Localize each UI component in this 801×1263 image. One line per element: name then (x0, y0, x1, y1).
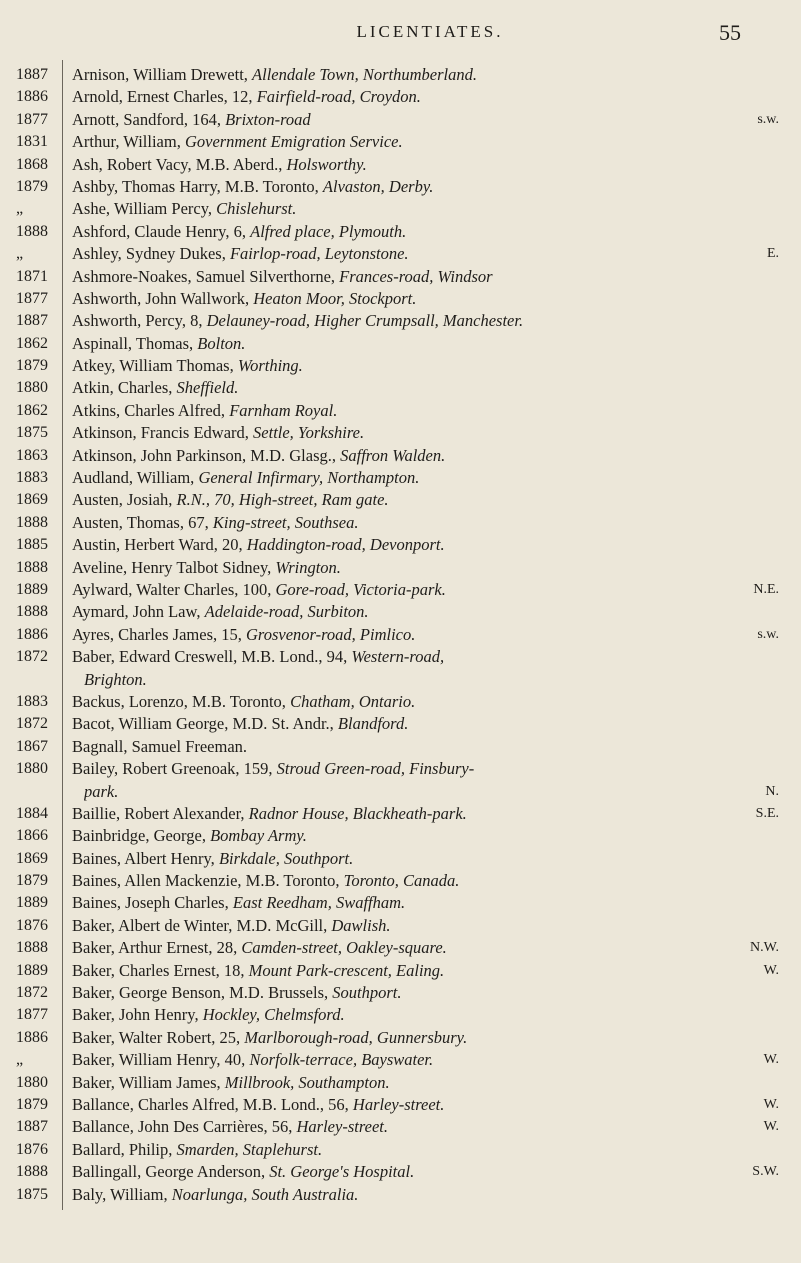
entry-text (72, 1161, 787, 1183)
entry-name: Ayres, Charles James, 15, (72, 624, 246, 644)
entry-year: 1879 (16, 1095, 48, 1113)
entry-name: Arnison, William Drewett, (72, 65, 253, 84)
entry-year: 1880 (16, 760, 48, 778)
entry-year: 1888 (16, 558, 48, 576)
entry-year: 1885 (16, 536, 48, 554)
entry-year: 1866 (16, 827, 48, 845)
entry-place: St. George's Hospital. (269, 1162, 415, 1182)
entry-text (72, 377, 787, 399)
list-item (0, 377, 801, 399)
list-item (0, 1161, 801, 1183)
entry-place: Heaton Moor, Stockport. (253, 288, 417, 308)
entry-place: Radnor House, Blackheath-park. (248, 803, 467, 823)
entry-name: Baker, George Benson, M.D. Brussels, (72, 983, 333, 1003)
entry-district: E. (766, 246, 779, 262)
list-item (0, 512, 801, 534)
entry-text (72, 198, 787, 220)
entry-text (72, 915, 787, 937)
entry-place: Gore-road, Victoria-park. (275, 579, 446, 599)
entry-text (72, 243, 787, 265)
entry-year: 1880 (16, 1073, 48, 1091)
list-item (0, 221, 801, 243)
entry-text (72, 333, 787, 355)
entry-place: Adelaide-road, Surbiton. (204, 602, 369, 622)
entry-place: Southport. (332, 983, 402, 1003)
list-item (0, 1049, 801, 1071)
entry-text (72, 870, 787, 892)
entry-name: Ashby, Thomas Harry, M.B. Toronto, (72, 176, 323, 196)
entry-name: Baines, Joseph Charles, (72, 893, 233, 913)
entry-year: 1872 (16, 715, 48, 733)
list-item (0, 467, 801, 489)
entry-name: Ballingall, George Anderson, (72, 1162, 270, 1182)
entry-name: Baker, Albert de Winter, M.D. McGill, (72, 915, 332, 935)
entry-name: Arnott, Sandford, 164, (72, 109, 226, 129)
entry-district: W. (763, 1052, 779, 1068)
entry-text (72, 154, 787, 176)
entry-name: Baber, Edward Creswell, M.B. Lond., 94, (72, 647, 352, 667)
list-item (0, 534, 801, 556)
entry-text (72, 825, 787, 847)
entry-place: Farnham Royal. (229, 400, 338, 420)
entry-name: Ashworth, John Wallwork, (72, 288, 254, 308)
entry-year: 1888 (16, 603, 48, 621)
entry-year: 1831 (16, 133, 48, 151)
entry-place: Norfolk-terrace, Bayswater. (249, 1050, 434, 1070)
entry-text (72, 937, 787, 959)
entry-name: Austen, Thomas, 67, (72, 512, 213, 532)
entry-year: 1877 (16, 1006, 48, 1024)
entry-name: Ashworth, Percy, 8, (72, 311, 207, 331)
entry-place: Frances-road, Windsor (339, 266, 493, 286)
entry-text (72, 982, 787, 1004)
list-item (0, 982, 801, 1004)
entry-place: Alfred place, Plymouth. (250, 221, 407, 241)
list-item (0, 960, 801, 982)
entry-name: Ashley, Sydney Dukes, (72, 244, 230, 264)
entry-name: Ashe, William Percy, (72, 199, 217, 219)
entry-place: General Infirmary, Northampton. (198, 468, 420, 488)
list-item (0, 288, 801, 310)
entry-place: Marlborough-road, Gunnersbury. (244, 1027, 468, 1047)
list-item (0, 1184, 801, 1206)
entry-place: Stroud Green-road, Finsbury- (276, 759, 475, 779)
entry-text (72, 624, 787, 646)
list-item (0, 1094, 801, 1116)
entry-text (84, 781, 787, 803)
entry-place: Government Emigration Service. (184, 132, 403, 152)
entry-year: 1887 (16, 66, 48, 83)
entry-text (72, 1116, 787, 1138)
entry-name: Aylward, Walter Charles, 100, (72, 579, 276, 599)
entry-year: 1862 (16, 334, 48, 352)
entry-text (72, 109, 787, 131)
list-item (0, 154, 801, 176)
entry-name: Atkinson, Francis Edward, (72, 423, 254, 443)
entry-year: 1886 (16, 88, 48, 106)
list-item (0, 176, 801, 198)
entry-district: N. (765, 783, 779, 799)
entry-text (72, 557, 787, 579)
entry-name: Baines, Albert Henry, (72, 848, 219, 868)
entry-name: Baker, John Henry, (72, 1005, 203, 1025)
list-item (0, 266, 801, 288)
list-item (0, 691, 801, 713)
entry-text (72, 422, 787, 444)
entry-place: Blandford. (337, 714, 409, 734)
entry-year: 1875 (16, 424, 48, 442)
list-item (0, 64, 801, 86)
entry-place: Hockley, Chelmsford. (202, 1005, 345, 1025)
entry-place: Settle, Yorkshire. (253, 423, 365, 443)
entry-text (72, 467, 787, 489)
list-item (0, 758, 801, 780)
entry-district: W. (763, 1119, 779, 1135)
entry-name: Backus, Lorenzo, M.B. Toronto, (72, 691, 291, 711)
list-item (0, 624, 801, 646)
entry-text (72, 1072, 787, 1094)
entry-text (72, 579, 787, 601)
entry-name: Baker, Arthur Ernest, 28, (72, 938, 242, 958)
entry-text (72, 131, 787, 153)
list-item (0, 848, 801, 870)
entry-name: Ashford, Claude Henry, 6, (72, 221, 251, 241)
entry-name: Ashmore-Noakes, Samuel Silverthorne, (72, 266, 340, 286)
entry-year: 1889 (16, 580, 48, 598)
list-item (0, 646, 801, 668)
list-item (0, 243, 801, 265)
list-item (0, 310, 801, 332)
running-title: LICENTIATES. (356, 22, 504, 41)
entry-text (72, 758, 787, 780)
list-item (0, 109, 801, 131)
entry-text (72, 489, 787, 511)
entry-text (72, 64, 787, 86)
list-item (0, 892, 801, 914)
entry-year: 1879 (16, 177, 48, 195)
entry-district: S.E. (755, 805, 779, 821)
entry-name: Atkey, William Thomas, (72, 356, 238, 376)
list-item (0, 489, 801, 511)
entry-place: Birkdale, Southport. (218, 848, 354, 868)
list-item (0, 1072, 801, 1094)
entry-name: Arnold, Ernest Charles, 12, (72, 87, 257, 107)
entry-place: Smarden, Staplehurst. (176, 1139, 323, 1159)
entry-text (72, 445, 787, 467)
entry-name: Atkin, Charles, (72, 378, 177, 398)
entry-year: „ (16, 245, 24, 263)
list-item (0, 669, 801, 691)
list-item (0, 1116, 801, 1138)
entry-text (72, 646, 787, 668)
entry-year: „ (16, 200, 24, 218)
entry-name: Audland, William, (72, 468, 199, 488)
entry-year: 1875 (16, 1185, 48, 1203)
entry-place: park. (84, 781, 119, 801)
list-item (0, 937, 801, 959)
entry-name: Bailey, Robert Greenoak, 159, (72, 759, 277, 779)
entry-year: 1879 (16, 357, 48, 375)
entry-year: 1877 (16, 289, 48, 307)
entry-place: Allendale Town, Northumberland. (252, 65, 477, 84)
entry-place: Sheffield. (176, 378, 239, 398)
entry-year: 1872 (16, 648, 48, 666)
list-item (0, 333, 801, 355)
page-header (0, 20, 801, 50)
entry-place: Dawlish. (331, 915, 391, 935)
entry-text (72, 266, 787, 288)
entry-text (72, 691, 787, 713)
entry-year: 1887 (16, 1118, 48, 1136)
entry-year: 1880 (16, 379, 48, 397)
entry-year: 1889 (16, 961, 48, 979)
entry-place: Chatham, Ontario. (290, 691, 416, 711)
entry-text (72, 736, 787, 758)
entry-place: Mount Park-crescent, Ealing. (248, 960, 445, 980)
entry-place: Millbrook, Southampton. (224, 1072, 390, 1092)
entry-text (72, 803, 787, 825)
entry-place: Alvaston, Derby. (322, 176, 434, 196)
entry-text (72, 86, 787, 108)
entry-district: N.W. (749, 940, 779, 956)
entry-name: Austin, Herbert Ward, 20, (72, 535, 247, 555)
entry-text (72, 1004, 787, 1026)
entry-name: Baly, William, (72, 1184, 172, 1204)
entry-year: 1877 (16, 110, 48, 128)
list-item (0, 601, 801, 623)
list-item (0, 713, 801, 735)
page-number: 55 (719, 20, 741, 45)
entry-place: Brixton-road (225, 109, 311, 129)
entry-text (72, 1139, 787, 1161)
entry-year: 1868 (16, 155, 48, 173)
list-item (0, 1004, 801, 1026)
entry-text (72, 1094, 787, 1116)
entry-year: 1888 (16, 222, 48, 240)
entry-text (72, 512, 787, 534)
entry-place: Fairfield-road, Croydon. (256, 87, 421, 107)
entry-text (72, 1049, 787, 1071)
entry-year: 1869 (16, 849, 48, 867)
entry-year: 1886 (16, 625, 48, 643)
entry-place: King-street, Southsea. (212, 512, 359, 532)
entry-year: 1884 (16, 804, 48, 822)
entry-place: Brighton. (84, 669, 147, 689)
list-item (0, 400, 801, 422)
entry-name: Ballance, Charles Alfred, M.B. Lond., 56, (72, 1094, 353, 1114)
list-item (0, 915, 801, 937)
entry-place: Saffron Walden. (340, 445, 446, 465)
entry-name: Baker, Charles Ernest, 18, (72, 960, 249, 980)
list-item (0, 1027, 801, 1049)
entry-year: 1879 (16, 872, 48, 890)
entry-name: Austen, Josiah, (72, 490, 177, 510)
list-item (0, 131, 801, 153)
entry-name: Bagnall, Samuel Freeman. (72, 736, 248, 756)
entry-year: 1867 (16, 737, 48, 755)
entry-name: Aspinall, Thomas, (72, 333, 198, 353)
entry-text (72, 288, 787, 310)
entry-district: W. (763, 1096, 779, 1112)
entry-year: 1888 (16, 1163, 48, 1181)
entry-place: Grosvenor-road, Pimlico. (246, 624, 416, 644)
entry-year: 1883 (16, 469, 48, 487)
list-item (0, 736, 801, 758)
entry-name: Atkinson, John Parkinson, M.D. Glasg., (72, 445, 341, 465)
list-item (0, 86, 801, 108)
entry-text (72, 1184, 787, 1206)
entry-place: Fairlop-road, Leytonstone. (229, 244, 409, 264)
entry-place: Chislehurst. (216, 199, 297, 219)
entry-year: 1889 (16, 894, 48, 912)
entry-place: East Reedham, Swaffham. (232, 893, 406, 913)
entry-place: R.N., 70, High-street, Ram gate. (176, 490, 389, 510)
entry-year: 1886 (16, 1028, 48, 1046)
entry-place: Delauney-road, Higher Crumpsall, Manchester. (206, 311, 524, 331)
entry-text (72, 601, 787, 623)
entry-text (72, 1027, 787, 1049)
entry-place: Bombay Army. (210, 826, 307, 846)
entry-name: Ballance, John Des Carrières, 56, (72, 1117, 297, 1137)
entry-place: Bolton. (197, 333, 246, 353)
entry-year: 1863 (16, 446, 48, 464)
entry-place: Camden-street, Oakley-square. (241, 938, 447, 958)
entry-text (72, 848, 787, 870)
entry-year: 1869 (16, 491, 48, 509)
entry-name: Aveline, Henry Talbot Sidney, (72, 557, 276, 577)
list-item (0, 803, 801, 825)
entry-place: Western-road, (351, 647, 445, 667)
licentiate-list (0, 64, 801, 1206)
entry-name: Aymard, John Law, (72, 602, 205, 622)
entry-district: s.w. (757, 111, 779, 127)
entry-name: Ash, Robert Vacy, M.B. Aberd., (72, 154, 287, 174)
entry-name: Baker, William Henry, 40, (72, 1050, 250, 1070)
entry-text (72, 534, 787, 556)
entry-text (72, 221, 787, 243)
entry-place: Noarlunga, South Australia. (171, 1184, 359, 1204)
entry-name: Baines, Allen Mackenzie, M.B. Toronto, (72, 871, 344, 891)
entry-place: Wrington. (275, 557, 341, 577)
entry-year: 1876 (16, 916, 48, 934)
entry-district: N.E. (753, 581, 779, 597)
entry-name: Arthur, William, (72, 132, 185, 152)
entry-district: S.W. (752, 1164, 779, 1180)
entry-name: Bainbridge, George, (72, 826, 211, 846)
entry-text (72, 355, 787, 377)
entry-year: 1888 (16, 939, 48, 957)
entry-text (72, 400, 787, 422)
entry-place: Haddington-road, Devonport. (246, 535, 445, 555)
list-item (0, 781, 801, 803)
entry-text (72, 892, 787, 914)
entry-year: 1872 (16, 984, 48, 1002)
entry-year: 1887 (16, 312, 48, 330)
list-item (0, 355, 801, 377)
entry-text (84, 669, 787, 691)
entry-year: 1888 (16, 513, 48, 531)
entry-text (72, 176, 787, 198)
list-item (0, 557, 801, 579)
entry-year: 1883 (16, 692, 48, 710)
list-item (0, 1139, 801, 1161)
list-item (0, 198, 801, 220)
entry-name: Baker, Walter Robert, 25, (72, 1027, 245, 1047)
entry-year: 1862 (16, 401, 48, 419)
entry-name: Bacot, William George, M.D. St. Andr., (72, 714, 338, 734)
entry-text (72, 960, 787, 982)
entry-text (72, 713, 787, 735)
entry-name: Baillie, Robert Alexander, (72, 803, 249, 823)
entry-place: Toronto, Canada. (343, 871, 460, 891)
entry-name: Atkins, Charles Alfred, (72, 400, 230, 420)
list-item (0, 870, 801, 892)
entry-text (72, 310, 787, 332)
entry-place: Holsworthy. (286, 154, 367, 174)
entry-place: Harley-street. (296, 1117, 388, 1137)
entry-place: Worthing. (237, 356, 303, 376)
list-item (0, 579, 801, 601)
entry-district: s.w. (757, 626, 779, 642)
entry-year: 1871 (16, 267, 48, 285)
entry-name: Ballard, Philip, (72, 1139, 177, 1159)
entry-district: W. (763, 962, 779, 978)
entry-year: „ (16, 1051, 24, 1069)
entry-name: Baker, William James, (72, 1072, 225, 1092)
entry-year: 1876 (16, 1140, 48, 1158)
list-item (0, 422, 801, 444)
entry-place: Harley-street. (352, 1094, 445, 1114)
list-item (0, 445, 801, 467)
list-item (0, 825, 801, 847)
